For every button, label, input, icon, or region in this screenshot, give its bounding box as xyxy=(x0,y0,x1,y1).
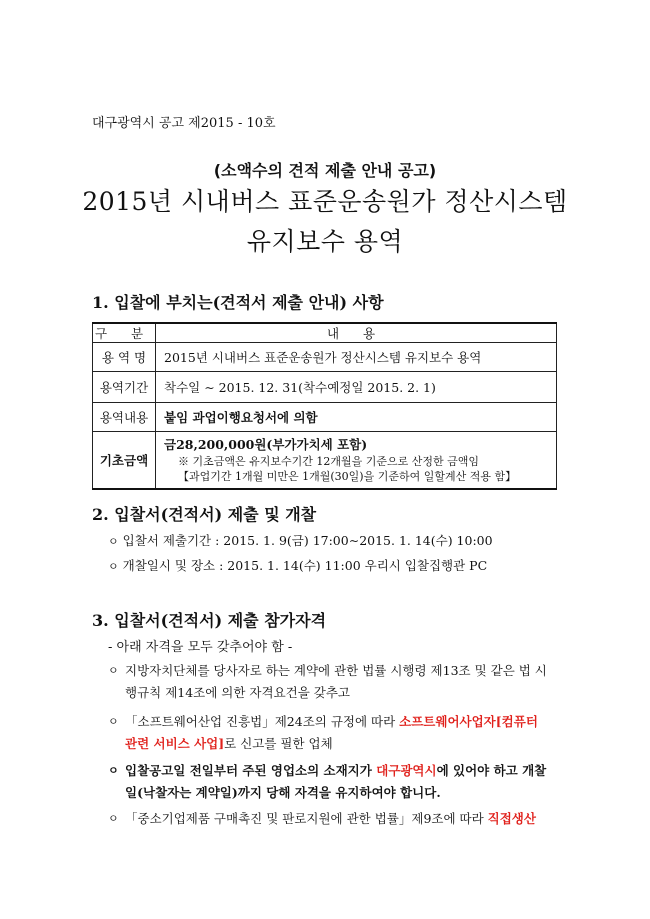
table-row xyxy=(93,432,557,490)
section-3-heading: 3. 입찰서(견적서) 제출 참가자격 xyxy=(92,611,327,630)
opening-datetime-place: 개찰일시 및 장소 : 2015. 1. 14(수) 11:00 우리시 입찰집행관 PC xyxy=(122,558,488,573)
bullet-marker: ㅇ xyxy=(108,664,119,677)
list-item xyxy=(108,531,493,549)
table-row xyxy=(93,343,557,372)
bullet-marker: ㅇ xyxy=(108,812,119,825)
qualification-text-post: 로 신고를 필한 업체 xyxy=(224,736,333,751)
base-amount: 금28,200,000원(부가가치세 포함) xyxy=(164,437,368,452)
highlight-text: 직접생산 xyxy=(487,811,536,826)
table-header-row xyxy=(93,323,557,343)
bid-info-table xyxy=(92,322,557,490)
list-item xyxy=(108,660,553,704)
section-3-subheading: - 아래 자격을 모두 갖추어야 함 - xyxy=(108,640,293,655)
table-header-content: 내 용 xyxy=(156,323,557,343)
list-item xyxy=(108,808,553,830)
qualification-text xyxy=(108,760,553,804)
row-value-amount-cell xyxy=(156,432,557,490)
highlight-text: 대구광역시 xyxy=(376,763,437,778)
section-2-heading: 2. 입찰서(견적서) 제출 및 개찰 xyxy=(92,505,317,524)
page-title-line-1: 2015년 시내버스 표준운송원가 정산시스템 xyxy=(82,187,568,216)
amount-note-2: 【과업기간 1개월 미만은 1개월(30일)을 기준하여 일할계산 적용 함】 xyxy=(178,470,517,483)
row-value: 붙임 과업이행요청서에 의함 xyxy=(156,403,557,432)
highlight-text: 소프트웨어사업자[컴퓨터 관련 서비스 사업] xyxy=(125,714,538,751)
row-label: 용역내용 xyxy=(93,403,156,432)
row-label: 용 역 명 xyxy=(93,343,156,372)
list-item xyxy=(108,711,553,755)
bullet-marker: ㅇ xyxy=(108,764,119,777)
table-row xyxy=(93,403,557,432)
row-label: 용역기간 xyxy=(93,372,156,403)
qualification-text-pre: 「소프트웨어산업 진흥법」제24조의 규정에 따라 xyxy=(125,714,400,729)
table-row xyxy=(93,372,557,403)
amount-note-1: ※ 기초금액은 유지보수기간 12개월을 기준으로 산정한 금액임 xyxy=(178,455,479,468)
notice-number: 대구광역시 공고 제2015 - 10호 xyxy=(92,116,276,131)
qualification-text: 지방자치단체를 당사자로 하는 계약에 관한 법률 시행령 제13조 및 같은 법 시행규칙 제14조에 의한 자격요건을 갖추고 xyxy=(125,663,547,700)
list-item xyxy=(108,556,487,574)
qualification-text xyxy=(108,808,553,830)
qualification-text-pre: 입찰공고일 전일부터 주된 영업소의 소재지가 xyxy=(125,763,377,778)
row-value: 2015년 시내버스 표준운송원가 정산시스템 유지보수 용역 xyxy=(156,343,557,372)
qualification-text xyxy=(108,711,553,755)
page-subtitle: (소액수의 견적 제출 안내 공고) xyxy=(213,161,437,180)
list-item xyxy=(108,760,553,804)
submission-period: 입찰서 제출기간 : 2015. 1. 9(금) 17:00∼2015. 1. 14(수) 10:00 xyxy=(122,533,493,548)
bullet-marker: ㅇ xyxy=(108,560,119,573)
bullet-marker: ㅇ xyxy=(108,715,119,728)
qualification-text-post: 에 있어야 하고 개찰일(낙찰자는 계약일)까지 당해 자격을 유지하여야 합니다. xyxy=(125,763,547,800)
page-title-line-2: 유지보수 용역 xyxy=(246,227,404,256)
bullet-marker: ㅇ xyxy=(108,535,119,548)
row-value: 착수일 ∼ 2015. 12. 31(착수예정일 2015. 2. 1) xyxy=(156,372,557,403)
table-header-category: 구 분 xyxy=(93,323,156,343)
row-label: 기초금액 xyxy=(93,432,156,490)
qualification-text-pre: 「중소기업제품 구매촉진 및 판로지원에 관한 법률」제9조에 따라 xyxy=(125,811,488,826)
section-1-heading: 1. 입찰에 부치는(견적서 제출 안내) 사항 xyxy=(92,293,384,312)
